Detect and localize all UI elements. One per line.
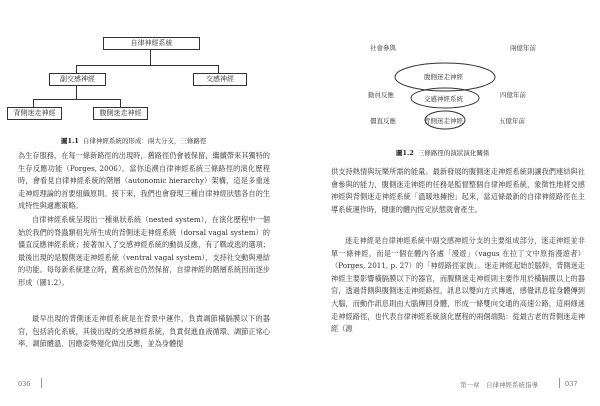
- node-sympathetic: 交感神經: [193, 73, 247, 86]
- left-paragraph-3: 最早出現的背側迷走神經系統是在背景中運作，負責調節橫膈膜以下的器官，包括消化系統，其後出現的交感神經系統，負責促進血液循環、調節正常心率、調節體溫、因應姿勢變化做出反應，並為身體提: [18, 314, 270, 349]
- left-page-number: 036: [18, 380, 31, 388]
- connector-line: [150, 49, 151, 65]
- caption-number: 圖1.2: [396, 149, 414, 157]
- connector-line: [33, 99, 34, 107]
- right-paragraph-1: 供支持熱情與玩樂所需的能量。最新發展的腹側迷走神經系統則讓我們連結與社會參與的能力，腹側迷走神經的任務是監督整個自律神經系統，象徵性地將交感神經與背側迷走神經系統「溫暖地擁抱」起來，當這條最新的自律神經路徑在主導系統運作時，健康的體內恆定狀態就會產生。: [331, 167, 585, 214]
- footer-divider: [559, 378, 560, 388]
- node-dorsal-vagal: 背側迷走神經: [7, 107, 62, 120]
- label-ventral-vagal: 腹側迷走神經: [424, 73, 463, 81]
- connector-line: [120, 99, 121, 107]
- node-ventral-vagal: 腹側迷走神經: [93, 107, 148, 120]
- footer-divider: [41, 378, 42, 388]
- node-parasympathetic: 副交感神經: [49, 73, 106, 86]
- label-500m-years: 五億年前: [499, 117, 525, 125]
- left-paragraph-1: 為生存服務，在每一條新路徑的出現時，舊路徑仍會被保留，繼續帶來其獨特的生存反應功能（Porges, 2006）。當你追溯自律神經系統三條路徑的演化歷程時，會看見自律神經系統的階層（autonomic hierarchy）架構，這是多重迷走神經理論的首要組織原則。接下來，我們也會發現三種自律神經狀態各自的生成特性與適應策略。: [18, 151, 270, 211]
- node-autonomic-system: 自律神經系統: [103, 37, 200, 50]
- connector-line: [76, 65, 219, 66]
- connector-line: [33, 99, 121, 100]
- label-400m-years: 四億年前: [500, 91, 526, 99]
- right-paragraph-2: 迷走神經是自律神經系統中副交感神經分支的主要組成部分，迷走神經並非單一條神經，而是一個在體內各處「漫遊」（vagus 在拉丁文中原指漫遊者）（Porges, 2011, p. 27）的「神經路徑家族」。迷走神經起始於腦幹，背側迷走神經主要影響橫膈膜以下的器官，而腹側迷走神經則主要作用於橫膈膜以上的器官，透過背側與腹側迷走神經路徑，訊息以雙向方式傳遞，感覺訊息從身體傳到大腦，而動作訊息則由大腦傳回身體，形成一條雙向交通的高速公路，這兩條迷走神經路徑，也代表自律神經系統演化歷程的兩個端點：從最古老的背側迷走神經（源: [331, 236, 585, 334]
- caption-text: 自律神經系統的形成：兩大分支，三條路徑: [82, 137, 207, 145]
- label-dorsal-vagal: 背側迷走神經: [424, 117, 463, 125]
- chapter-running-head: 第一章 自律神經系統指導: [460, 381, 538, 389]
- label-mobilization: 動員反應: [368, 91, 394, 99]
- caption-text: 三條路徑的演狀演化關係: [417, 149, 490, 157]
- connector-line: [76, 85, 77, 99]
- figure-1-2-caption: [396, 148, 489, 157]
- label-200m-years: 兩億年前: [510, 44, 536, 52]
- left-paragraph-2: 自律神經系統呈現出一種巢狀系統（nested system），在演化歷程中一個始於我們的脊蟲類祖先所生成的背側迷走神經系統（dorsal vagal system）的僵直反應神經系統；接著加入了交感神經系統的動員反應，有了戰或逃的選項；最後出現的是腹側迷走神經系統（ventral vagal system），支持社交動與連結的功能。每每新系統建立時，舊系統也仍然保留，自律神經的階層系統因而逐步形成（圖1.2）。: [18, 215, 270, 287]
- label-social-engagement: 社會參與: [370, 44, 396, 52]
- connector-line: [76, 65, 77, 73]
- figure-1-1-caption: [61, 136, 206, 145]
- label-sympathetic-system: 交感神經系統: [424, 95, 463, 103]
- connector-line: [218, 65, 219, 73]
- caption-number: 圖1.1: [61, 137, 79, 145]
- right-page-number: 037: [565, 380, 578, 388]
- label-immobilization: 僵直反應: [370, 117, 396, 125]
